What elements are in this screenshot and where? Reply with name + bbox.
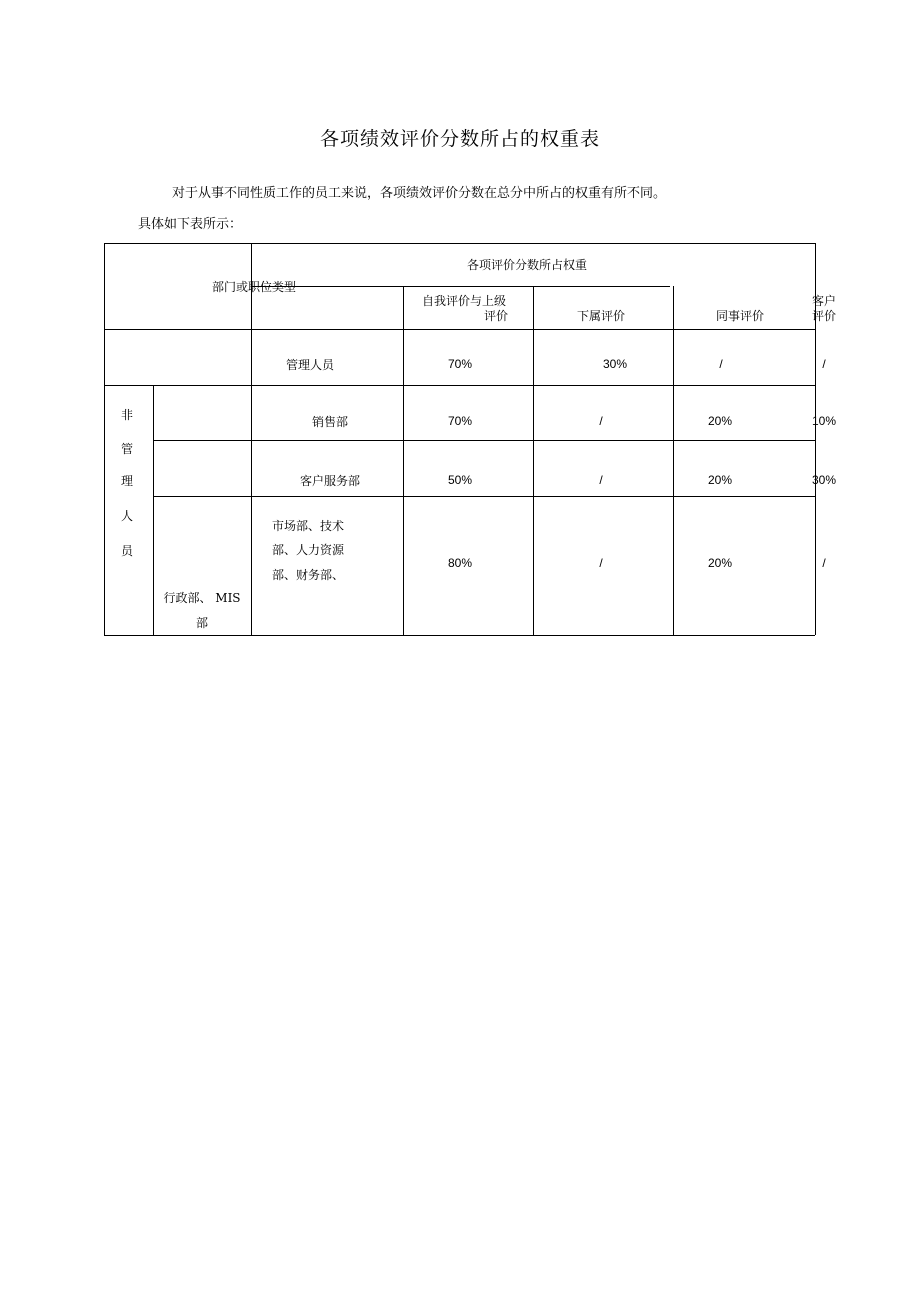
intro-paragraph: 对于从事不同性质工作的员工来说，各项绩效评价分数在总分中所占的权重有所不同。 <box>172 186 667 201</box>
label-char: 员 <box>121 544 134 558</box>
cell-value: 80% <box>447 556 473 570</box>
table-line <box>153 440 815 441</box>
row-name-customer-service: 客户服务部 <box>299 474 361 488</box>
table-border-left <box>104 243 105 635</box>
row-subname-admin-mis-line2: 部 <box>195 616 209 630</box>
label-char: 理 <box>121 474 134 488</box>
col-self-eval-line2: 评价 <box>484 309 509 323</box>
cell-value: 30% <box>811 473 837 487</box>
cell-value: 70% <box>447 414 473 428</box>
table-line <box>673 286 674 635</box>
row-name-other-depts: 市场部、技术 <box>272 519 345 533</box>
col-subordinate-eval: 下属评价 <box>576 309 626 323</box>
col-client-eval-line2: 评价 <box>812 309 837 323</box>
row-name-other-depts-line2: 部、人力资源 <box>272 543 345 557</box>
table-border-bottom <box>104 635 815 636</box>
cell-value: 20% <box>707 556 733 570</box>
col-peer-eval: 同事评价 <box>715 309 765 323</box>
table-line <box>153 385 154 635</box>
row-name-management: 管理人员 <box>285 358 335 372</box>
header-dept-type: 部门或职位类型 <box>212 280 297 294</box>
cell-value: 20% <box>707 473 733 487</box>
table-border-top <box>104 243 815 244</box>
document-title: 各项绩效评价分数所占的权重表 <box>319 128 600 150</box>
table-line <box>251 243 252 635</box>
cell-value: 70% <box>447 357 473 371</box>
table-line <box>403 286 404 635</box>
row-name-sales: 销售部 <box>311 415 349 429</box>
cell-value: / <box>822 357 826 371</box>
cell-value: / <box>719 357 723 371</box>
row-subname-admin-mis: 行政部、 MIS <box>163 591 241 605</box>
label-char: 管 <box>121 442 134 456</box>
intro-paragraph-2: 具体如下表所示： <box>138 217 243 232</box>
cell-value: 30% <box>602 357 628 371</box>
cell-value: / <box>822 556 826 570</box>
table-line <box>104 329 815 330</box>
cell-value: / <box>599 556 603 570</box>
table-line <box>533 286 534 635</box>
label-char: 人 <box>121 509 134 523</box>
cell-value: / <box>599 414 603 428</box>
table-line <box>153 496 815 497</box>
label-char: 非 <box>121 408 134 422</box>
cell-value: / <box>599 473 603 487</box>
col-client-eval: 客户 <box>812 294 837 308</box>
table-line <box>252 286 670 287</box>
cell-value: 20% <box>707 414 733 428</box>
cell-value: 10% <box>811 414 837 428</box>
header-weight: 各项评价分数所占权重 <box>466 258 588 272</box>
cell-value: 50% <box>447 473 473 487</box>
col-self-eval: 自我评价与上级 <box>421 294 507 308</box>
row-name-other-depts-line3: 部、财务部、 <box>272 568 345 582</box>
table-line <box>104 385 815 386</box>
